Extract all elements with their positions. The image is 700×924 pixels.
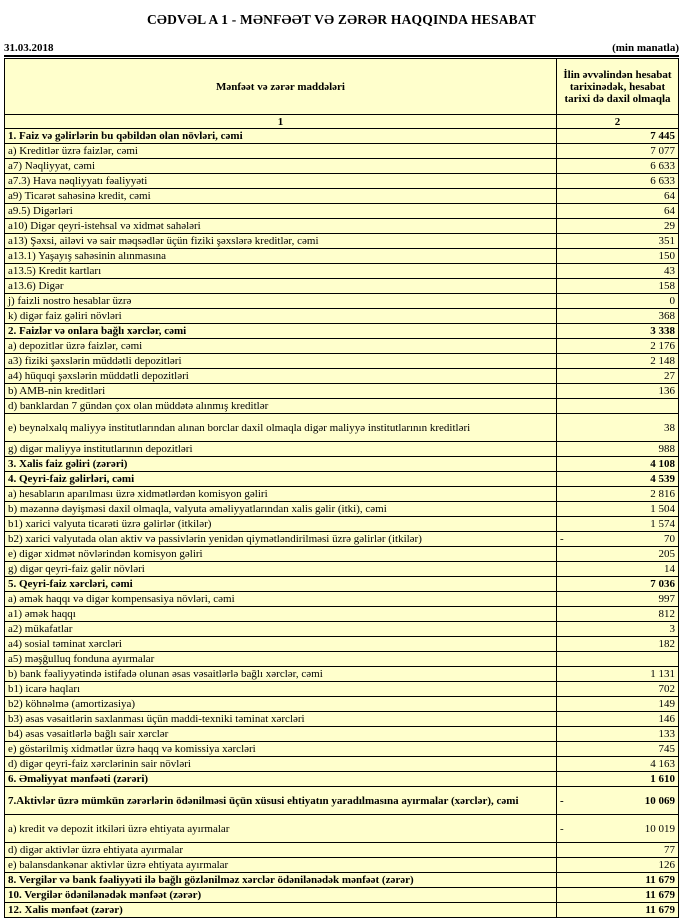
table-row [5, 532, 679, 547]
row-value: 4 108 [650, 458, 675, 470]
row-value: 43 [664, 265, 675, 277]
row-value-cell [557, 442, 679, 457]
row-value-cell [557, 577, 679, 592]
row-label: g) digər maliyyə institutlarının depozitləri [5, 442, 557, 457]
row-label: e) digər xidmət növlərindən komisyon gəliri [5, 547, 557, 562]
row-value-cell [557, 279, 679, 294]
row-label: g) digər qeyri-faiz gəlir növləri [5, 562, 557, 577]
row-value-cell [557, 517, 679, 532]
table-row [5, 815, 679, 843]
table-row [5, 414, 679, 442]
row-value-cell [557, 562, 679, 577]
table-row [5, 354, 679, 369]
row-label: 6. Əməliyyat mənfəəti (zərəri) [5, 772, 557, 787]
row-value-cell [557, 652, 679, 667]
row-value: 136 [658, 385, 675, 397]
row-label: b2) xarici valyutada olan aktiv və passivlərin yenidən qiymətləndirilməsi üzrə gəlirlər (itkilər) [5, 532, 557, 547]
table-row [5, 399, 679, 414]
row-value: 10 069 [644, 794, 675, 807]
report-date: 31.03.2018 [4, 42, 54, 54]
table-row [5, 129, 679, 144]
row-value: 64 [664, 190, 675, 202]
row-label: d) digər qeyri-faiz xərclərinin sair növləri [5, 757, 557, 772]
row-label: b3) əsas vəsaitlərin saxlanması üçün maddi-texniki təminat xərcləri [5, 712, 557, 727]
row-label: e) beynəlxalq maliyyə institutlarından alınan borclar daxil olmaqla digər maliyyə institutlarının kreditləri [5, 414, 557, 442]
row-label: a9) Ticarət sahəsinə kredit, cəmi [5, 189, 557, 204]
row-value: 0 [669, 295, 675, 307]
row-value: 988 [658, 443, 675, 455]
table-row [5, 652, 679, 667]
row-value: 10 019 [644, 822, 675, 835]
row-value-cell [557, 772, 679, 787]
table-row [5, 607, 679, 622]
row-value-cell [557, 547, 679, 562]
row-label: a7.3) Hava nəqliyyatı fəaliyyəti [5, 174, 557, 189]
table-row [5, 517, 679, 532]
row-label: b) məzənnə dəyişməsi daxil olmaqla, valyuta əməliyyatlarından xalis gəlir (itki), cəmi [5, 502, 557, 517]
table-row [5, 622, 679, 637]
row-value-cell [557, 354, 679, 369]
table-row [5, 472, 679, 487]
row-value-cell [557, 324, 679, 339]
table-row [5, 234, 679, 249]
row-value-cell [557, 144, 679, 159]
row-value-cell [557, 532, 679, 547]
profit-loss-table [4, 58, 679, 918]
table-row [5, 264, 679, 279]
row-value: 29 [664, 220, 675, 232]
row-label: k) digər faiz gəliri növləri [5, 309, 557, 324]
row-value-cell [557, 815, 679, 843]
row-label: a3) fiziki şəxslərin müddətli depozitləri [5, 354, 557, 369]
row-label: a13.6) Digər [5, 279, 557, 294]
table-row [5, 888, 679, 903]
table-row [5, 294, 679, 309]
table-row [5, 873, 679, 888]
row-label: a4) hüquqi şəxslərin müddətli depozitləri [5, 369, 557, 384]
row-value: 38 [664, 421, 675, 434]
table-row [5, 324, 679, 339]
row-value-cell [557, 607, 679, 622]
table-row [5, 339, 679, 354]
row-value-cell [557, 742, 679, 757]
negative-sign: - [560, 533, 564, 545]
row-value-cell [557, 787, 679, 815]
row-value-cell [557, 592, 679, 607]
row-label: d) digər aktivlər üzrə ehtiyata ayırmalar [5, 843, 557, 858]
row-value: 1 131 [650, 668, 675, 680]
row-value-cell [557, 903, 679, 918]
row-value-cell [557, 858, 679, 873]
row-value: 77 [664, 844, 675, 856]
row-value-cell [557, 309, 679, 324]
row-label: 5. Qeyri-faiz xərcləri, cəmi [5, 577, 557, 592]
table-row [5, 697, 679, 712]
table-row [5, 219, 679, 234]
row-label: a) hesabların aparılması üzrə xidmətlərdən komisyon gəliri [5, 487, 557, 502]
row-value: 7 445 [650, 130, 675, 142]
table-row [5, 487, 679, 502]
row-value: 2 816 [650, 488, 675, 500]
row-label: b) bank fəaliyyətində istifadə olunan əsas vəsaitlərlə bağlı xərclər, cəmi [5, 667, 557, 682]
row-label: a7) Nəqliyyat, cəmi [5, 159, 557, 174]
row-value-cell [557, 219, 679, 234]
table-row [5, 562, 679, 577]
row-value: 2 148 [650, 355, 675, 367]
row-label: 12. Xalis mənfəət (zərər) [5, 903, 557, 918]
row-label: a2) mükafatlar [5, 622, 557, 637]
row-label: b1) icarə haqları [5, 682, 557, 697]
table-row [5, 189, 679, 204]
table-row [5, 159, 679, 174]
row-value: 146 [658, 713, 675, 725]
table-row [5, 858, 679, 873]
row-value-cell [557, 414, 679, 442]
table-row [5, 577, 679, 592]
row-value: 3 [669, 623, 675, 635]
row-label: a10) Digər qeyri-istehsal və xidmət sahələri [5, 219, 557, 234]
report-meta [4, 42, 679, 57]
row-label: 7.Aktivlər üzrə mümkün zərərlərin ödənilməsi üçün xüsusi ehtiyatın yaradılmasına ayırmalar (xərclər), cəmi [5, 787, 557, 815]
row-value: 2 176 [650, 340, 675, 352]
row-label: 2. Faizlər və onlara bağlı xərclər, cəmi [5, 324, 557, 339]
row-value: 1 610 [650, 773, 675, 785]
table-row [5, 457, 679, 472]
row-label: 3. Xalis faiz gəliri (zərəri) [5, 457, 557, 472]
column-header-items: Mənfəət və zərər maddələri [5, 59, 557, 115]
row-value-cell [557, 727, 679, 742]
table-row [5, 682, 679, 697]
row-value-cell [557, 369, 679, 384]
row-value: 126 [658, 859, 675, 871]
row-value-cell [557, 339, 679, 354]
row-value-cell [557, 234, 679, 249]
row-value: 702 [658, 683, 675, 695]
row-value-cell [557, 487, 679, 502]
row-value-cell [557, 697, 679, 712]
row-value: 182 [658, 638, 675, 650]
row-value: 149 [658, 698, 675, 710]
row-value-cell [557, 264, 679, 279]
table-row [5, 727, 679, 742]
row-value-cell [557, 502, 679, 517]
table-row [5, 547, 679, 562]
row-value-cell [557, 667, 679, 682]
table-row [5, 502, 679, 517]
table-header-row [5, 59, 679, 115]
table-row [5, 279, 679, 294]
table-row [5, 903, 679, 918]
row-label: a) depozitlər üzrə faizlər, cəmi [5, 339, 557, 354]
row-value-cell [557, 472, 679, 487]
row-value-cell [557, 757, 679, 772]
unit-note: (min manatla) [612, 42, 679, 54]
row-value: 11 679 [645, 904, 675, 916]
row-value: 7 036 [650, 578, 675, 590]
table-row [5, 174, 679, 189]
row-value: 4 163 [650, 758, 675, 770]
row-value-cell [557, 294, 679, 309]
column-number-row [5, 115, 679, 129]
row-value-cell [557, 384, 679, 399]
row-value-cell [557, 129, 679, 144]
row-label: a13.5) Kredit kartları [5, 264, 557, 279]
row-value-cell [557, 622, 679, 637]
row-value: 1 504 [650, 503, 675, 515]
row-value: 745 [658, 743, 675, 755]
row-label: b) AMB-nin kreditləri [5, 384, 557, 399]
row-value-cell [557, 399, 679, 414]
table-row [5, 369, 679, 384]
table-row [5, 667, 679, 682]
row-label: 8. Vergilər və bank fəaliyyəti ilə bağlı gözlənilməz xərclər ödənilənədək mənfəət (zərər) [5, 873, 557, 888]
table-row [5, 772, 679, 787]
row-value: 4 539 [650, 473, 675, 485]
row-value-cell [557, 637, 679, 652]
row-value-cell [557, 249, 679, 264]
table-row [5, 742, 679, 757]
table-body [5, 129, 679, 918]
row-label: a) Kreditlər üzrə faizlər, cəmi [5, 144, 557, 159]
row-value-cell [557, 712, 679, 727]
row-label: a13) Şəxsi, ailəvi və sair məqsədlər üçün fiziki şəxslərə kreditlər, cəmi [5, 234, 557, 249]
negative-sign: - [560, 794, 564, 807]
row-value: 6 633 [650, 175, 675, 187]
table-row [5, 787, 679, 815]
table-row [5, 637, 679, 652]
row-value: 997 [658, 593, 675, 605]
row-value: 6 633 [650, 160, 675, 172]
row-value: 368 [658, 310, 675, 322]
row-value: 11 679 [645, 874, 675, 886]
table-row [5, 144, 679, 159]
row-value: 1 574 [650, 518, 675, 530]
row-value-cell [557, 888, 679, 903]
row-value: 14 [664, 563, 675, 575]
row-label: e) göstərilmiş xidmətlər üzrə haqq və komissiya xərcləri [5, 742, 557, 757]
row-value: 70 [664, 533, 675, 545]
table-row [5, 757, 679, 772]
row-value-cell [557, 682, 679, 697]
row-value: 3 338 [650, 325, 675, 337]
row-label: e) balansdankənar aktivlər üzrə ehtiyata ayırmalar [5, 858, 557, 873]
row-value: 7 077 [650, 145, 675, 157]
column-number-1: 1 [5, 115, 557, 129]
row-label: b2) köhnəlmə (amortizasiya) [5, 697, 557, 712]
table-row [5, 442, 679, 457]
row-label: a1) əmək haqqı [5, 607, 557, 622]
row-value: 133 [658, 728, 675, 740]
column-header-period: İlin əvvəlindən hesabat tarixinədək, hesabat tarixi də daxil olmaqla [557, 59, 679, 115]
row-value: 205 [658, 548, 675, 560]
row-label: d) banklardan 7 gündən çox olan müddətə alınmış kreditlər [5, 399, 557, 414]
row-label: 1. Faiz və gəlirlərin bu qəbildən olan növləri, cəmi [5, 129, 557, 144]
row-label: 4. Qeyri-faiz gəlirləri, cəmi [5, 472, 557, 487]
table-row [5, 843, 679, 858]
row-value-cell [557, 174, 679, 189]
row-label: a13.1) Yaşayış sahəsinin alınmasına [5, 249, 557, 264]
row-label: 10. Vergilər ödənilənədək mənfəət (zərər) [5, 888, 557, 903]
row-value: 812 [658, 608, 675, 620]
table-row [5, 712, 679, 727]
row-label: b4) əsas vəsaitlərlə bağlı sair xərclər [5, 727, 557, 742]
row-label: b1) xarici valyuta ticarəti üzrə gəlirlər (itkilər) [5, 517, 557, 532]
row-label: a) əmək haqqı və digər kompensasiya növləri, cəmi [5, 592, 557, 607]
row-value: 64 [664, 205, 675, 217]
table-row [5, 204, 679, 219]
row-value: 11 679 [645, 889, 675, 901]
row-value: 351 [658, 235, 675, 247]
row-label: a4) sosial təminat xərcləri [5, 637, 557, 652]
table-row [5, 309, 679, 324]
row-value-cell [557, 843, 679, 858]
row-label: a) kredit və depozit itkiləri üzrə ehtiyata ayırmalar [5, 815, 557, 843]
row-value: 150 [658, 250, 675, 262]
table-row [5, 249, 679, 264]
row-label: a5) məşğulluq fonduna ayırmalar [5, 652, 557, 667]
row-value: 27 [664, 370, 675, 382]
table-row [5, 384, 679, 399]
row-value-cell [557, 159, 679, 174]
row-value-cell [557, 204, 679, 219]
table-row [5, 592, 679, 607]
row-label: a9.5) Digərləri [5, 204, 557, 219]
row-value-cell [557, 189, 679, 204]
column-number-2: 2 [557, 115, 679, 129]
negative-sign: - [560, 822, 564, 835]
row-value-cell [557, 457, 679, 472]
page-title: CƏDVƏL A 1 - MƏNFƏƏT VƏ ZƏRƏR HAQQINDA HESABAT [146, 12, 537, 27]
row-value: 158 [658, 280, 675, 292]
row-label: j) faizli nostro hesablar üzrə [5, 294, 557, 309]
row-value-cell [557, 873, 679, 888]
